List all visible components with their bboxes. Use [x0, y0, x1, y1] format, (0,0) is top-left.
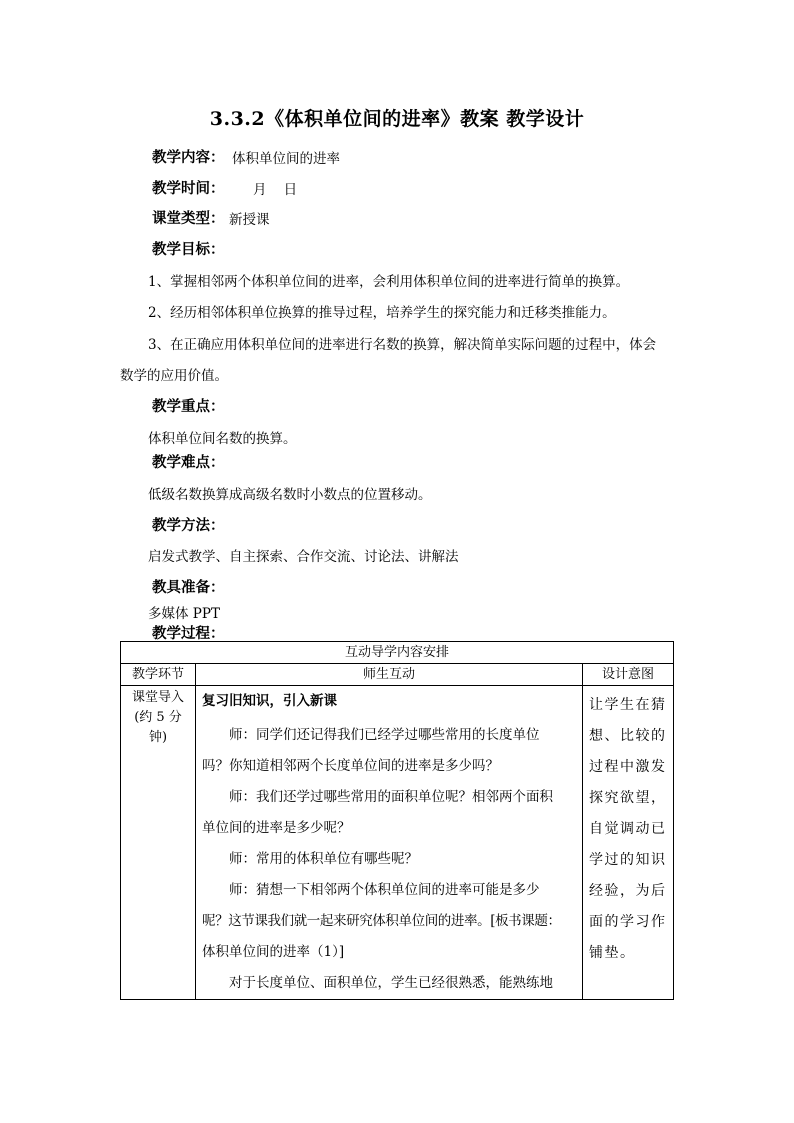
interaction-line: 呢？这节课我们就一起来研究体积单位间的进率。[板书课题： [202, 913, 561, 929]
intent-line: 学过的知识 [589, 852, 667, 868]
difficulties-label: 教学难点： [152, 454, 225, 471]
intent-line: 探究欲望， [589, 790, 667, 806]
interaction-line: 师：猜想一下相邻两个体积单位间的进率可能是多少 [229, 882, 540, 898]
intent-cell [583, 686, 674, 1000]
objective-item-1: 1、掌握相邻两个体积单位间的进率，会利用体积单位间的进率进行简单的换算。 [148, 274, 630, 290]
difficulties-value: 低级名数换算成高级名数时小数点的位置移动。 [148, 487, 432, 503]
header-intent: 设计意图 [583, 664, 674, 686]
intent-line: 经验，为后 [589, 883, 667, 899]
interaction-line: 对于长度单位、面积单位，学生已经很熟悉，能熟练地 [229, 975, 553, 991]
type-label: 课堂类型： [152, 210, 225, 227]
time-label: 教学时间： [152, 180, 225, 197]
interaction-cell [196, 686, 583, 1000]
preparation-label: 教具准备： [152, 579, 225, 596]
intent-line: 面的学习作 [589, 914, 667, 930]
header-interaction: 师生互动 [196, 664, 583, 686]
interaction-line: 师：常用的体积单位有哪些呢？ [229, 851, 418, 867]
interaction-line: 体积单位间的进率（1）] [202, 944, 345, 960]
intent-line: 铺垫。 [589, 945, 636, 961]
interaction-line: 师：我们还学过哪些常用的面积单位呢？相邻两个面积 [229, 789, 553, 805]
intent-line: 过程中激发 [589, 759, 667, 775]
table-top-header: 互动导学内容安排 [121, 642, 674, 664]
content-label: 教学内容： [152, 149, 225, 166]
type-value: 新授课 [229, 212, 270, 228]
preparation-value: 多媒体 PPT [148, 606, 220, 622]
interaction-line: 单位间的进率是多少呢？ [202, 820, 351, 836]
objective-item-3: 3、在正确应用体积单位间的进率进行名数的换算，解决简单实际问题的过程中，体会 [148, 337, 657, 353]
document-title: 3.3.2《体积单位间的进率》教案 教学设计 [209, 108, 585, 130]
objectives-label: 教学目标： [152, 241, 225, 258]
objective-item-2: 2、经历相邻体积单位换算的推导过程，培养学生的探究能力和迁移类推能力。 [148, 305, 616, 321]
objective-item-3-cont: 数学的应用价值。 [120, 368, 228, 384]
methods-value: 启发式教学、自主探索、合作交流、讨论法、讲解法 [148, 549, 459, 565]
intent-line: 自觉调动已 [589, 821, 667, 837]
methods-label: 教学方法： [152, 517, 225, 534]
stage-cell [121, 686, 196, 1000]
process-label: 教学过程： [152, 625, 225, 642]
intent-line: 让学生在猜 [589, 697, 667, 713]
header-stage: 教学环节 [121, 664, 196, 686]
stage-line: (约 5 分 [134, 710, 182, 725]
table-header-row [121, 664, 674, 686]
process-table [120, 641, 674, 1000]
content-value: 体积单位间的进率 [232, 151, 340, 167]
table-row [121, 686, 674, 1000]
stage-line: 课堂导入 [131, 690, 184, 705]
intent-line: 想、比较的 [589, 728, 667, 744]
stage-line: 钟) [148, 730, 168, 745]
key-points-label: 教学重点： [152, 398, 225, 415]
key-points-value: 体积单位间名数的换算。 [148, 431, 297, 447]
interaction-line: 吗？你知道相邻两个长度单位间的进率是多少吗？ [202, 758, 499, 774]
time-value: 月 日 [253, 182, 298, 198]
table-top-header-row [121, 642, 674, 664]
interaction-heading: 复习旧知识，引入新课 [202, 693, 337, 709]
interaction-line: 师：同学们还记得我们已经学过哪些常用的长度单位 [229, 727, 540, 743]
